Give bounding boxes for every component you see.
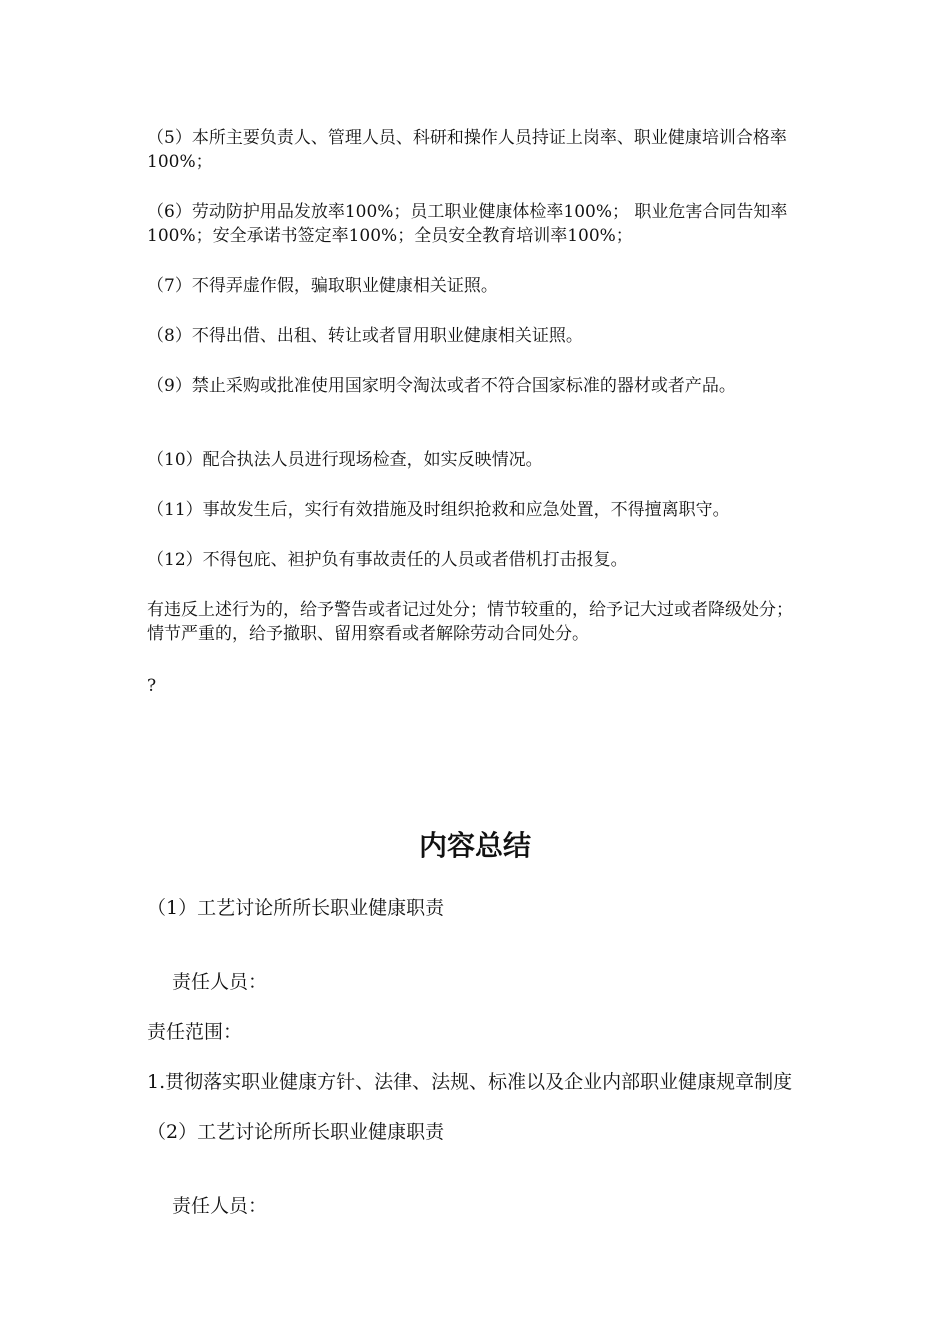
paragraph-item-11: （11）事故发生后，实行有效措施及时组织抢救和应急处置，不得擅离职守。 (147, 500, 730, 520)
paragraph-penalty: 有违反上述行为的，给予警告或者记过处分；情节较重的，给予记大过或者降级处分；情节严重的，给予撤职、留用察看或者解除劳动合同处分。 (147, 600, 793, 644)
paragraph-item-12: （12）不得包庇、袒护负有事故责任的人员或者借机打击报复。 (147, 550, 628, 570)
paragraph-item-7: （7）不得弄虚作假，骗取职业健康相关证照。 (147, 276, 498, 296)
paragraph-item-8: （8）不得出借、出租、转让或者冒用职业健康相关证照。 (147, 326, 583, 346)
summary-item-1: （1）工艺讨论所所长职业健康职责 (147, 897, 445, 919)
paragraph-question-mark: ? (147, 676, 157, 696)
paragraph-item-6: （6）劳动防护用品发放率100%；员工职业健康体检率100%； 职业危害合同告知率100%；安全承诺书签定率100%；全员安全教育培训率100%； (147, 202, 788, 246)
paragraph-item-9: （9）禁止采购或批准使用国家明令淘汰或者不符合国家标准的器材或者产品。 (147, 376, 736, 396)
summary-item-2: （2）工艺讨论所所长职业健康职责 (147, 1121, 445, 1143)
paragraph-item-10: （10）配合执法人员进行现场检查，如实反映情况。 (147, 450, 543, 470)
summary-title: 内容总结 (418, 829, 531, 862)
summary-scope-point: 1.贯彻落实职业健康方针、法律、法规、标准以及企业内部职业健康规章制度 (147, 1071, 793, 1093)
paragraph-item-5: （5）本所主要负责人、管理人员、科研和操作人员持证上岗率、职业健康培训合格率100%； (147, 128, 787, 172)
summary-person-2: 责任人员： (172, 1195, 268, 1217)
summary-person-1: 责任人员： (172, 971, 268, 993)
summary-scope: 责任范围： (147, 1021, 243, 1043)
